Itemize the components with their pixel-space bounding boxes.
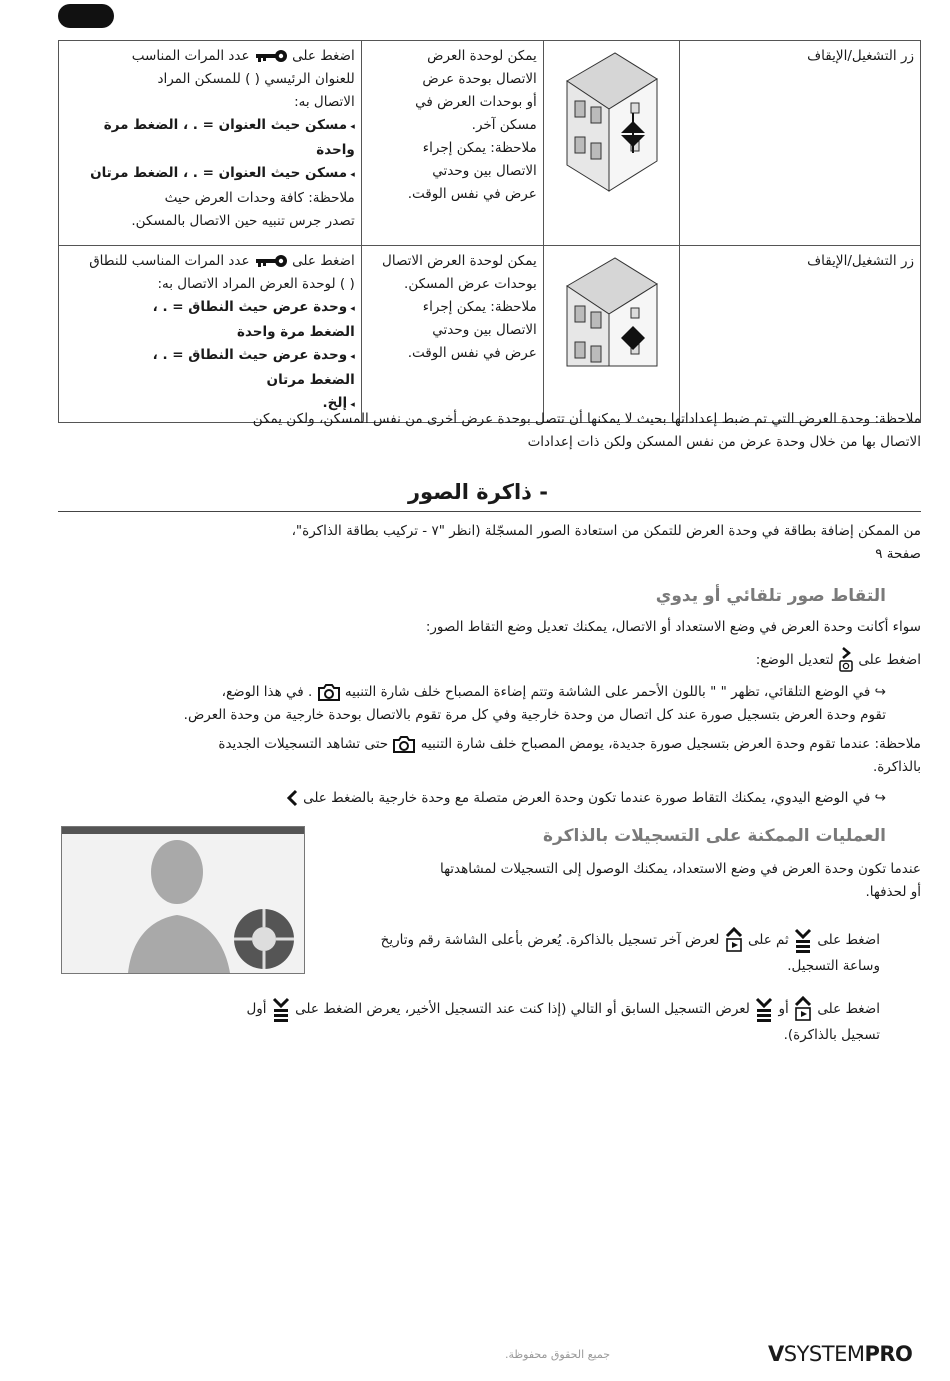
step-text: ثم على [747, 932, 789, 948]
memory-down-icon [271, 996, 291, 1022]
capture-heading: التقاط صور تلقائي أو يدوي [655, 586, 886, 606]
functions-table [58, 40, 921, 423]
availability-line: الاتصال بوحدة عرض [422, 71, 537, 87]
logo-pro: PRO [864, 1342, 913, 1366]
bullet-item: ◂ وحدة عرض حيث النطاق = . ، [65, 344, 355, 369]
section-divider [58, 511, 921, 512]
step-text: أو [778, 1001, 789, 1017]
availability-line: بوحدات عرض المسكن. [404, 276, 537, 292]
availability-line: أو بوحدات العرض في [415, 94, 537, 110]
availability-line: عرض في نفس الوقت. [407, 186, 537, 202]
table-note-line: الاتصال بها من خلال وحدة عرض من نفس المسكن ولكن ذات إعدادات [527, 434, 921, 450]
memory-intro [58, 520, 921, 566]
table-row [59, 41, 921, 246]
step-text: ( ) لوحدة العرض المراد الاتصال به: [157, 276, 355, 292]
availability-line: ملاحظة: يمكن إجراء [422, 140, 537, 156]
memory-up-play-icon [793, 995, 813, 1023]
memory-up-play-icon [724, 926, 744, 954]
section-title: - ذاكرة الصور [407, 480, 548, 504]
steps-cell [59, 246, 362, 423]
step-text: أول [246, 1001, 267, 1017]
person-silhouette [62, 827, 304, 973]
auto-mode-line: تقوم وحدة العرض بتسجيل صورة عند كل اتصال من وحدة خارجية وفي كل مرة تقوم بالاتصال بوحدة خارجية من وحدة العرض. [183, 707, 886, 723]
manual-mode-line: ↪ في الوضع اليدوي، يمكنك التقاط صورة عندما تكون وحدة العرض متصلة مع وحدة خارجية بالضغط على [303, 790, 886, 806]
house-illustration [545, 41, 679, 237]
feature-name: زر التشغيل/الإيقاف [807, 253, 914, 269]
house-illustration [545, 246, 679, 414]
bullet-item-cont: واحدة [316, 142, 355, 158]
auto-mode-line: ↪ في الوضع التلقائي، تظهر " " باللون الأحمر على الشاشة وتتم إضاءة المصباح خلف شارة التنبيه [345, 684, 886, 700]
availability-line: يمكن لوحدة العرض الاتصال [382, 253, 537, 269]
bullet-item: ◂ مسكن حيث العنوان = . ، الضغط مرة [65, 114, 355, 139]
feature-cell [679, 41, 920, 246]
operations-heading: العمليات الممكنة على التسجيلات بالذاكرة [542, 826, 886, 846]
bullet-item: ◂ وحدة عرض حيث النطاق = . ، [65, 296, 355, 321]
illustration-cell [543, 41, 679, 246]
availability-line: الاتصال بين وحدتي [432, 322, 537, 338]
key-icon [254, 254, 288, 268]
memory-down-icon [754, 996, 774, 1022]
step-text: اضغط على [817, 932, 880, 948]
step-text: عدد المرات المناسب [131, 48, 250, 64]
availability-cell [361, 41, 543, 246]
capture-line: سواء أكانت وحدة العرض في وضع الاستعداد أو الاتصال، يمكنك تعديل وضع التقاط الصور: [425, 619, 921, 635]
capture-note [58, 733, 921, 779]
operations-line: أو لحذفها. [865, 884, 921, 900]
brand-logo [768, 1342, 912, 1366]
table-note [58, 408, 921, 454]
instruction-text: لتعديل الوضع: [755, 652, 834, 668]
auto-mode-line: . في هذا الوضع، [221, 684, 313, 700]
availability-line: ملاحظة: يمكن إجراء [422, 299, 537, 315]
availability-line: يمكن لوحدة العرض [427, 48, 537, 64]
key-icon [254, 49, 288, 63]
page-badge [58, 4, 114, 28]
step-text: عدد المرات المناسب للنطاق [89, 253, 250, 269]
feature-name: زر التشغيل/الإيقاف [807, 48, 914, 64]
bullet-item-cont: الضغط مرتان [266, 372, 355, 388]
operations-step-2 [130, 995, 880, 1047]
feature-cell [679, 246, 920, 423]
step-text: اضغط على [292, 48, 355, 64]
availability-line: عرض في نفس الوقت. [407, 345, 537, 361]
steps-cell [59, 41, 362, 246]
note-text: تصدر جرس تنبيه حين الاتصال بالمسكن. [131, 213, 355, 229]
bullet-item: ◂ مسكن حيث العنوان = . ، الضغط مرتان [65, 162, 355, 187]
capture-instruction [58, 646, 921, 674]
step-text: لعرض التسجيل السابق أو التالي (إذا كنت عند التسجيل الأخير، يعرض الضغط على [295, 1001, 750, 1017]
note-line: ملاحظة: عندما تقوم وحدة العرض بتسجيل صورة جديدة، يومض المصباح خلف شارة التنبيه [420, 736, 921, 752]
operations-line: عندما تكون وحدة العرض في وضع الاستعداد، يمكنك الوصول إلى التسجيلات لمشاهدتها [439, 861, 921, 877]
step-text: الاتصال به: [294, 94, 355, 110]
logo-system: SYSTEM [783, 1342, 865, 1366]
step-text: وساعة التسجيل. [787, 958, 880, 974]
logo-v: V [768, 1342, 784, 1366]
manual-mode-text [58, 787, 886, 810]
auto-mode-text [58, 681, 886, 727]
note-text: ملاحظة: كافة وحدات العرض حيث [164, 190, 355, 206]
note-line: حتى تشاهد التسجيلات الجديدة [218, 736, 389, 752]
instruction-text: اضغط على [858, 652, 921, 668]
step-text: تسجيل بالذاكرة). [783, 1027, 880, 1043]
availability-line: الاتصال بين وحدتي [432, 163, 537, 179]
table-note-line: ملاحظة: وحدة العرض التي تم ضبط إعداداتها بحيث لا يمكنها أن تتصل بوحدة عرض أخرى من نفس المسكن، ولكن يمكن [252, 411, 921, 427]
illustration-cell [543, 246, 679, 423]
note-line: بالذاكرة. [872, 759, 921, 775]
screen-illustration [61, 826, 305, 974]
bullet-item-cont: الضغط مرة واحدة [237, 324, 355, 340]
chevron-left-icon [285, 789, 299, 807]
alert-camera-icon [392, 734, 416, 754]
step-text: للعنوان الرئيسي ( ) للمسكن المراد [157, 71, 355, 87]
bullet-item: ◂ إلخ. [65, 392, 355, 417]
table-row [59, 246, 921, 423]
availability-line: مسكن آخر. [471, 117, 537, 133]
camera-button-icon [838, 646, 854, 674]
intro-line: من الممكن إضافة بطاقة في وحدة العرض للتمكن من استعادة الصور المسجّلة (انظر "٧ - تركيب بطاقة الذاكرة"، [291, 523, 921, 539]
step-text: اضغط على [292, 253, 355, 269]
alert-camera-icon [317, 682, 341, 702]
availability-cell [361, 246, 543, 423]
step-text: لعرض آخر تسجيل بالذاكرة. يُعرض بأعلى الشاشة رقم وتاريخ [380, 932, 720, 948]
intro-line: صفحة ٩ [875, 546, 921, 562]
operations-step-1 [310, 926, 880, 978]
operations-intro [310, 858, 921, 904]
step-text: اضغط على [817, 1001, 880, 1017]
memory-down-icon [793, 927, 813, 953]
footer-copyright: جميع الحقوق محفوظة. [504, 1348, 610, 1361]
